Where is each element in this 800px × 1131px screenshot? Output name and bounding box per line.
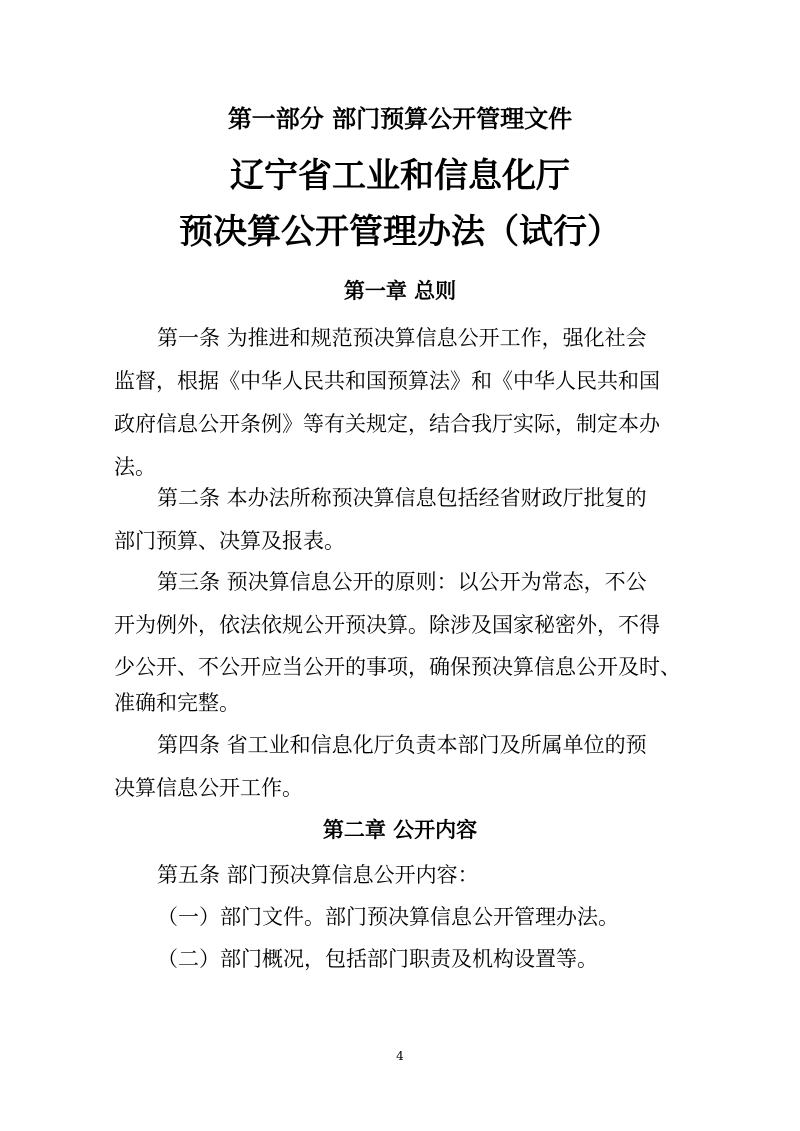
article-3-line-1: 第三条 预决算信息公开的原则：以公开为常态，不公 [157,570,647,594]
document-title-line-1: 辽宁省工业和信息化厅 [230,156,570,196]
chapter-2-heading: 第二章 公开内容 [322,818,478,842]
article-1-line-4: 法。 [114,455,156,479]
article-3-line-4: 准确和完整。 [114,691,240,715]
article-4-line-1: 第四条 省工业和信息化厅负责本部门及所属单位的预 [157,733,647,757]
article-1-line-1: 第一条 为推进和规范预决算信息公开工作，强化社会 [157,326,647,350]
article-5-item-1: （一）部门文件。部门预决算信息公开管理办法。 [157,905,619,929]
article-4-line-2: 决算信息公开工作。 [114,776,303,800]
chapter-1-heading: 第一章 总则 [343,279,457,303]
article-2-line-1: 第二条 本办法所称预决算信息包括经省财政厅批复的 [157,486,647,510]
page-number: 4 [396,1049,404,1063]
document-title-line-2: 预决算公开管理办法（试行） [179,212,621,252]
article-5-line-1: 第五条 部门预决算信息公开内容： [157,863,479,887]
part-heading: 第一部分 部门预算公开管理文件 [227,105,573,133]
article-2-line-2: 部门预算、决算及报表。 [114,529,345,553]
article-1-line-3: 政府信息公开条例》等有关规定，结合我厅实际，制定本办 [114,412,660,436]
article-3-line-3: 少公开、不公开应当公开的事项，确保预决算信息公开及时、 [114,655,681,679]
article-5-item-2: （二）部门概况，包括部门职责及机构设置等。 [157,947,598,971]
article-1-line-2: 监督，根据《中华人民共和国预算法》和《中华人民共和国 [114,369,660,393]
article-3-line-2: 开为例外，依法依规公开预决算。除涉及国家秘密外，不得 [114,613,660,637]
